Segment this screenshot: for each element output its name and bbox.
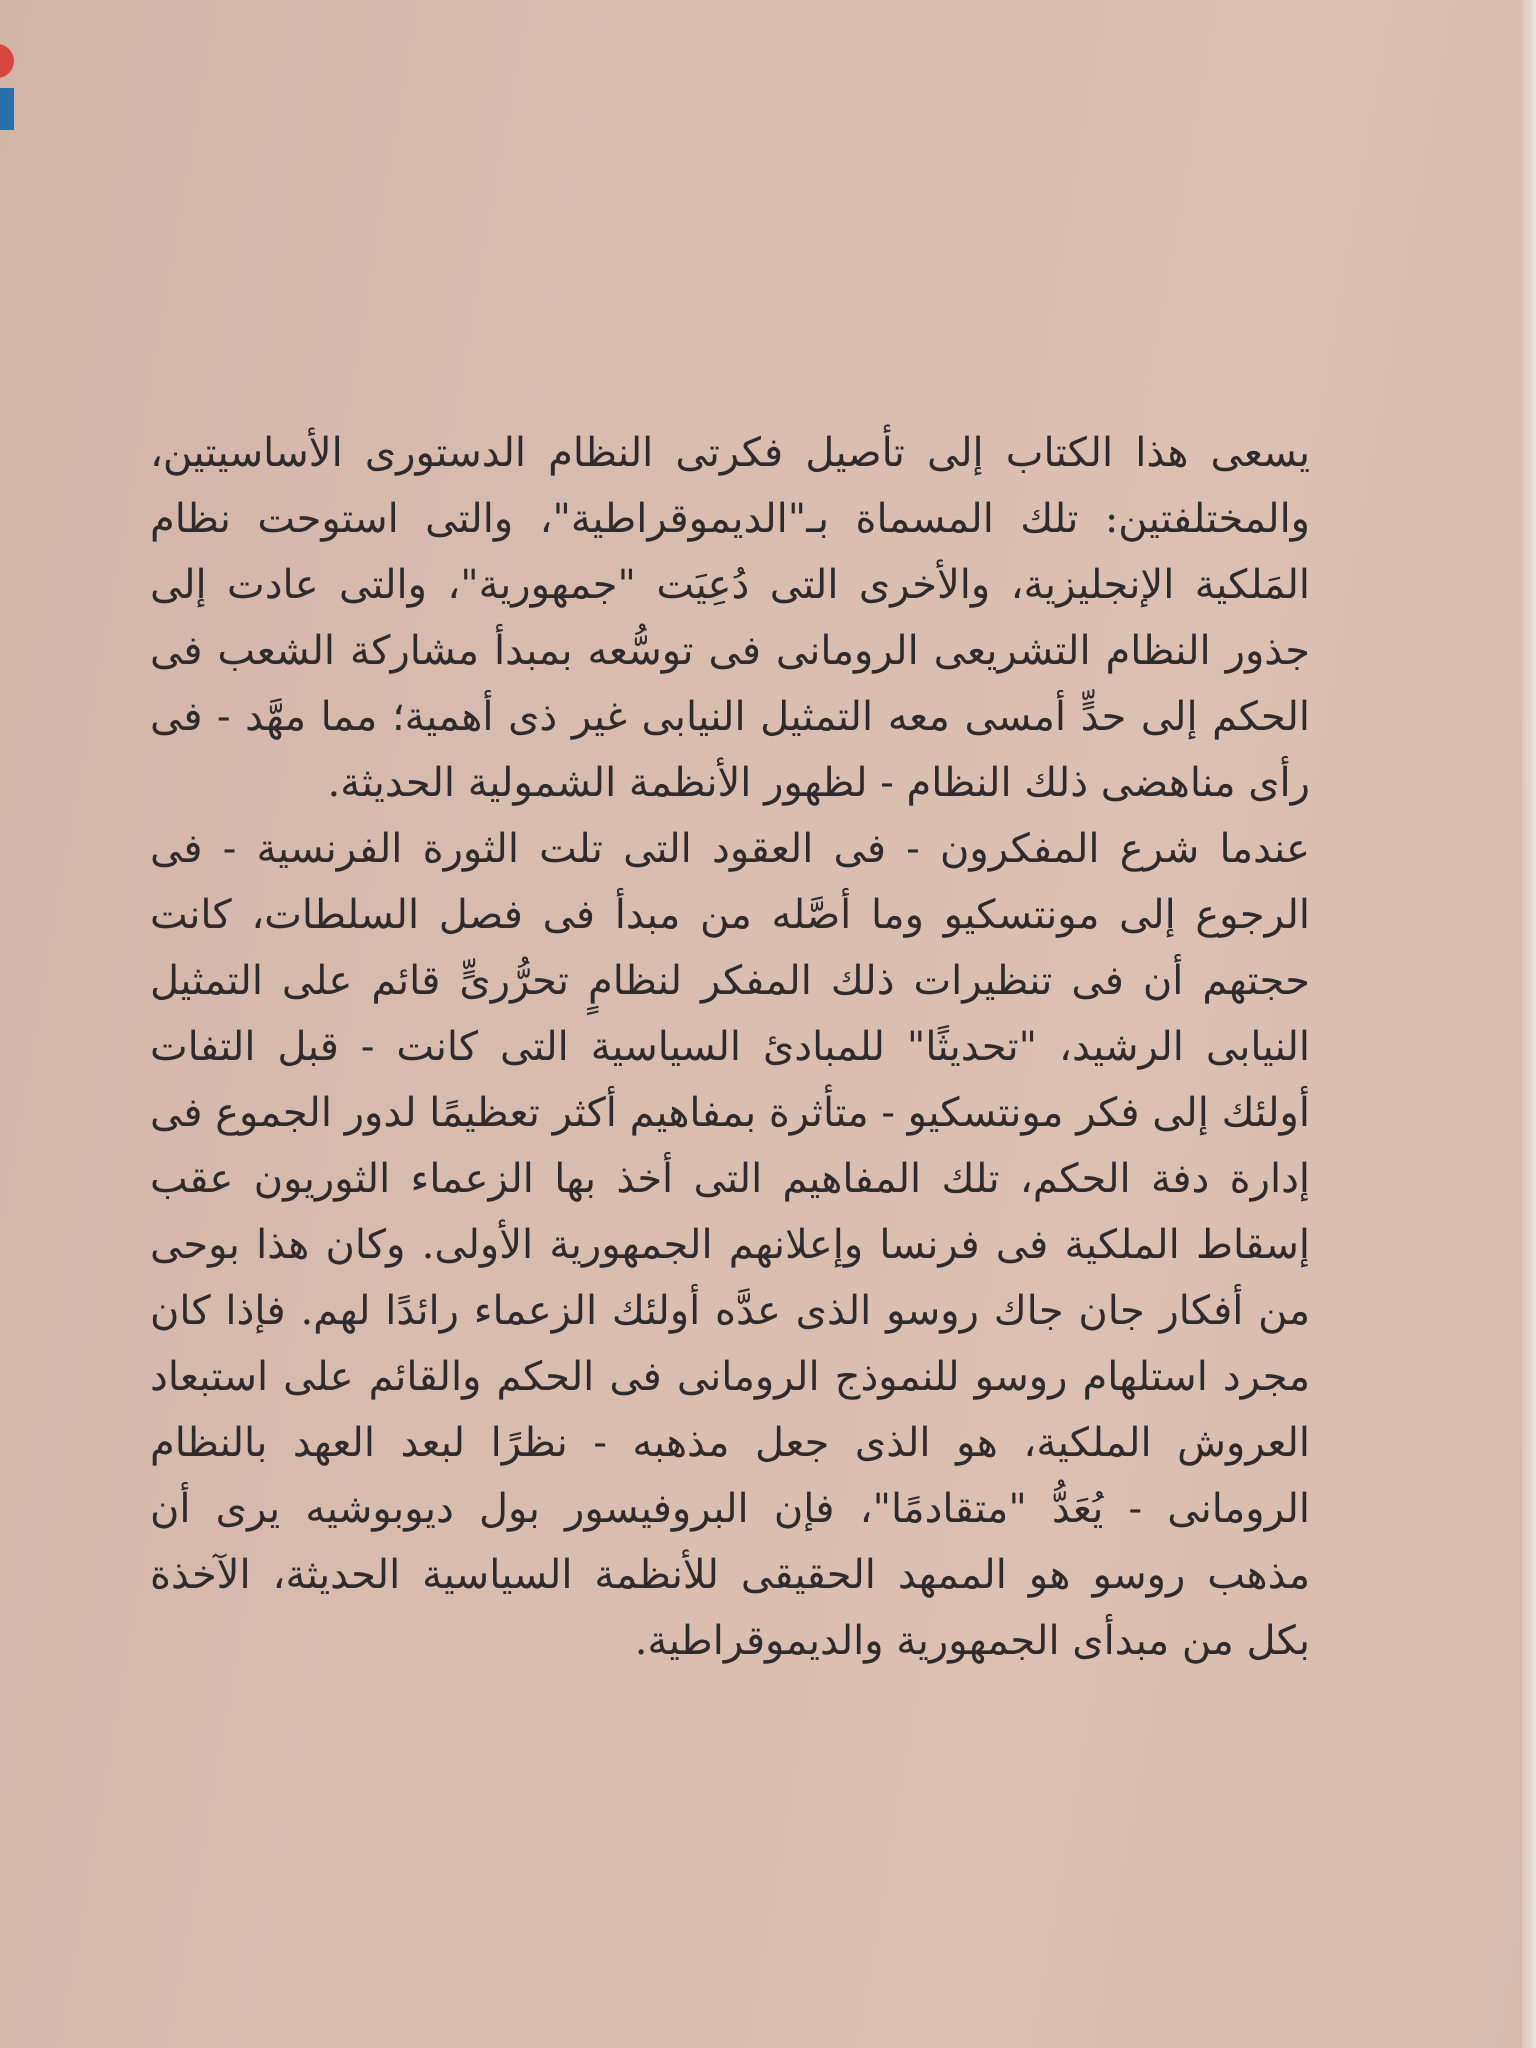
red-mark-shape bbox=[0, 44, 14, 78]
cover-corner-mark bbox=[0, 30, 16, 130]
paragraph-2: عندما شرع المفكرون - فى العقود التى تلت الثورة الفرنسية - فى الرجوع إلى مونتسكيو وما أصَّله من مبدأ فى فصل السلطات، كانت حجتهم أن فى تنظيرات ذلك المفكر لنظامٍ تحرُّرىٍّ قائم على التمثيل النيابى الرشيد، "تحديثًا" للمبادئ السياسية التى كانت - قبل التفات أولئك إلى فكر مونتسكيو - متأثرة بمفاهيم أكثر تعظيمًا لدور الجموع فى إدارة دفة الحكم، تلك المفاهيم التى أخذ بها الزعماء الثوريون عقب إسقاط الملكية فى فرنسا وإعلانهم الجمهورية الأولى. وكان هذا بوحى من أفكار جان جاك روسو الذى عدَّه أولئك الزعماء رائدًا لهم. فإذا كان مجرد استلهام روسو للنموذج الرومانى فى الحكم والقائم على استبعاد العروش الملكية، هو الذى جعل مذهبه - نظرًا لبعد العهد بالنظام الرومانى - يُعَدُّ "متقادمًا"، فإن البروفيسور بول ديوبوشيه يرى أن مذهب روسو هو الممهد الحقيقى للأنظمة السياسية الحديثة، الآخذة بكل من مبدأى الجمهورية والديموقراطية. bbox=[150, 826, 1310, 1664]
paragraph-1: يسعى هذا الكتاب إلى تأصيل فكرتى النظام الدستورى الأساسيتين، والمختلفتين: تلك المسماة بـ"الديموقراطية"، والتى استوحت نظام المَلكية الإنجليزية، والأخرى التى دُعِيَت "جمهورية"، والتى عادت إلى جذور النظام التشريعى الرومانى فى توسُّعه بمبدأ مشاركة الشعب فى الحكم إلى حدٍّ أمسى معه التمثيل النيابى غير ذى أهمية؛ مما مهَّد - فى رأى مناهضى ذلك النظام - لظهور الأنظمة الشمولية الحديثة. bbox=[150, 430, 1310, 806]
page-edge bbox=[1522, 0, 1536, 2048]
back-cover-text bbox=[150, 420, 1310, 1674]
blue-mark-shape bbox=[0, 88, 14, 130]
